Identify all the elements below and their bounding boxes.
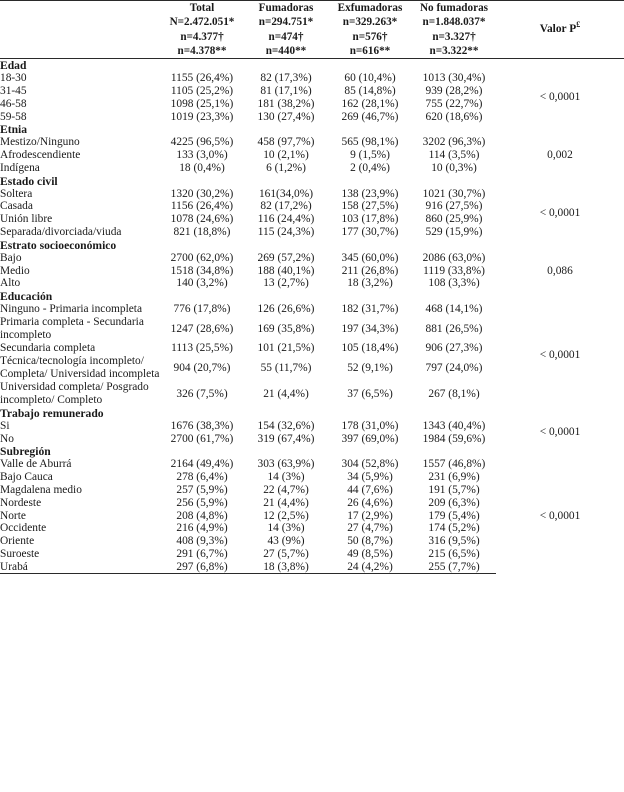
row-label: Alto xyxy=(0,277,21,290)
row-value: 18 (3,2%) xyxy=(347,277,393,290)
row-value: 108 (3,3%) xyxy=(428,277,480,290)
row-value: 174 (5,2%) xyxy=(428,522,480,535)
row-value: 27 (4,7%) xyxy=(347,522,393,535)
row-label: 46-58 xyxy=(0,97,27,110)
section-header-row xyxy=(0,123,624,136)
row-value: 44 (7,6%) xyxy=(347,483,393,496)
row-value: 52 (9,1%) xyxy=(347,361,393,374)
row-label: Nordeste xyxy=(0,496,42,509)
row-value: 303 (63,9%) xyxy=(257,458,315,471)
header-column-exfumadoras xyxy=(328,1,412,59)
row-value: 1343 (40,4%) xyxy=(422,419,486,432)
row-value: 169 (35,8%) xyxy=(257,322,315,335)
row-value: 21 (4,4%) xyxy=(263,387,309,400)
row-value: 529 (15,9%) xyxy=(425,226,483,239)
row-value: 2 (0,4%) xyxy=(350,161,390,174)
row-value: 49 (8,5%) xyxy=(347,547,393,560)
header-subline: n=1.848.037* xyxy=(422,16,486,29)
section-header-row xyxy=(0,175,624,188)
table-row xyxy=(0,420,624,433)
header-column-total xyxy=(160,1,244,59)
row-value: 267 (8,1%) xyxy=(428,387,480,400)
row-value: 397 (69,0%) xyxy=(341,432,399,445)
row-value: 1119 (33,8%) xyxy=(423,264,485,277)
row-value: 21 (4,4%) xyxy=(263,496,309,509)
header-subline: n=4.377† xyxy=(180,30,224,43)
row-value: 133 (3,0%) xyxy=(176,149,228,162)
header-subline: n=616** xyxy=(349,44,391,57)
header-pvalue-label: Valor P xyxy=(539,23,577,36)
row-label: No xyxy=(0,432,14,445)
row-value: 1019 (23,3%) xyxy=(170,110,234,123)
row-value: 60 (10,4%) xyxy=(344,72,396,85)
row-label: Norte xyxy=(0,509,26,522)
row-value: 179 (5,4%) xyxy=(428,509,480,522)
row-value: 81 (17,1%) xyxy=(260,85,312,98)
row-value: 1013 (30,4%) xyxy=(422,72,486,85)
row-label: Separada/divorciada/viuda xyxy=(0,225,122,238)
header-subline: n=3.327† xyxy=(432,30,476,43)
row-label: Bajo xyxy=(0,251,22,264)
table-row xyxy=(0,188,624,201)
pvalue-footnote-marker: £ xyxy=(576,20,581,30)
section-pvalue: < 0,0001 xyxy=(539,426,581,439)
row-value: 188 (40,1%) xyxy=(257,264,315,277)
row-value: 620 (18,6%) xyxy=(425,110,483,123)
section-header-row xyxy=(0,407,624,420)
section-pvalue: 0,086 xyxy=(547,264,573,277)
row-value: 755 (22,7%) xyxy=(425,97,483,110)
row-value: 105 (18,4%) xyxy=(341,342,399,355)
table-row xyxy=(0,458,624,471)
row-value: 776 (17,8%) xyxy=(173,303,231,316)
row-value: 6 (1,2%) xyxy=(266,161,306,174)
table-row xyxy=(0,72,624,85)
row-value: 177 (30,7%) xyxy=(341,226,399,239)
row-value: 211 (26,8%) xyxy=(341,264,399,277)
section-title: Etnia xyxy=(0,123,28,137)
section-pvalue: 0,002 xyxy=(547,149,573,162)
header-column-pvalue xyxy=(496,1,624,59)
row-value: 101 (21,5%) xyxy=(257,342,315,355)
row-value: 408 (9,3%) xyxy=(176,535,228,548)
section-title: Trabajo remunerado xyxy=(0,406,104,420)
row-label: Universidad completa/ Posgrado incompleto/ Completo xyxy=(0,380,149,406)
row-value: 319 (67,4%) xyxy=(257,432,315,445)
row-value: 297 (6,8%) xyxy=(160,561,244,574)
row-label: Magdalena medio xyxy=(0,483,82,496)
row-value: 2164 (49,4%) xyxy=(170,458,234,471)
row-value: 24 (4,2%) xyxy=(328,561,412,574)
row-value: 197 (34,3%) xyxy=(341,322,399,335)
row-value: 257 (5,9%) xyxy=(176,483,228,496)
row-value: 140 (3,2%) xyxy=(176,277,228,290)
row-value: 4225 (96,5%) xyxy=(170,136,234,149)
header-subline: n=294.751* xyxy=(258,16,314,29)
row-label: Afrodescendiente xyxy=(0,149,81,162)
row-value: 904 (20,7%) xyxy=(173,361,231,374)
section-header-row xyxy=(0,445,624,458)
row-value: 82 (17,2%) xyxy=(260,200,312,213)
row-value: 17 (2,9%) xyxy=(347,509,393,522)
row-value: 1518 (34,8%) xyxy=(170,264,234,277)
section-title: Estado civil xyxy=(0,174,58,188)
row-value: 821 (18,8%) xyxy=(173,226,231,239)
row-value: 154 (32,6%) xyxy=(257,419,315,432)
row-value: 10 (0,3%) xyxy=(431,161,477,174)
row-value: 797 (24,0%) xyxy=(425,361,483,374)
header-subline: n=576† xyxy=(352,30,388,43)
row-value: 269 (57,2%) xyxy=(257,251,315,264)
row-value: 1557 (46,8%) xyxy=(422,458,486,471)
row-value: 161(34,0%) xyxy=(258,187,314,200)
row-value: 208 (4,8%) xyxy=(176,509,228,522)
header-column-no-fumadoras xyxy=(412,1,496,59)
row-value: 1676 (38,3%) xyxy=(170,419,234,432)
row-value: 1155 (26,4%) xyxy=(170,72,234,85)
row-value: 12 (2,5%) xyxy=(263,509,309,522)
row-value: 126 (26,6%) xyxy=(257,303,315,316)
row-value: 22 (4,7%) xyxy=(263,483,309,496)
row-value: 326 (7,5%) xyxy=(176,387,228,400)
row-value: 1098 (25,1%) xyxy=(170,97,234,110)
row-value: 85 (14,8%) xyxy=(344,85,396,98)
row-value: 181 (38,2%) xyxy=(257,97,315,110)
row-value: 256 (5,9%) xyxy=(176,496,228,509)
row-value: 278 (6,4%) xyxy=(176,471,228,484)
row-value: 1320 (30,2%) xyxy=(170,187,234,200)
row-value: 2700 (61,7%) xyxy=(170,432,234,445)
row-value: 1156 (26,4%) xyxy=(170,200,234,213)
header-row xyxy=(0,1,624,59)
row-value: 18 (3,8%) xyxy=(244,561,328,574)
row-label: Indígena xyxy=(0,161,40,174)
row-value: 103 (17,8%) xyxy=(341,213,399,226)
row-label: Casada xyxy=(0,200,33,213)
section-title: Estrato socioeconómico xyxy=(0,238,117,252)
row-value: 10 (2,1%) xyxy=(263,149,309,162)
row-label: Occidente xyxy=(0,522,47,535)
row-value: 215 (6,5%) xyxy=(428,547,480,560)
header-subline: n=329.263* xyxy=(342,16,398,29)
row-value: 255 (7,7%) xyxy=(412,561,496,574)
row-value: 881 (26,5%) xyxy=(425,322,483,335)
row-value: 316 (9,5%) xyxy=(428,535,480,548)
row-value: 1113 (25,5%) xyxy=(171,342,233,355)
header-column-fumadoras xyxy=(244,1,328,59)
row-value: 269 (46,7%) xyxy=(341,110,399,123)
row-value: 231 (6,9%) xyxy=(428,471,480,484)
row-value: 345 (60,0%) xyxy=(341,251,399,264)
section-header-row xyxy=(0,59,624,72)
row-value: 162 (28,1%) xyxy=(341,97,399,110)
header-subline: n=474† xyxy=(268,30,304,43)
row-label: 59-58 xyxy=(0,110,27,123)
row-value: 1021 (30,7%) xyxy=(422,187,486,200)
row-label: Ninguno - Primaria incompleta xyxy=(0,303,143,316)
row-value: 26 (4,6%) xyxy=(347,496,393,509)
row-value: 116 (24,4%) xyxy=(257,213,315,226)
row-value: 14 (3%) xyxy=(267,522,305,535)
row-label: Primaria completa - Secundaria incompleto xyxy=(0,316,144,342)
row-value: 13 (2,7%) xyxy=(263,277,309,290)
row-label: 18-30 xyxy=(0,72,27,85)
row-value: 50 (8,7%) xyxy=(347,535,393,548)
row-value: 18 (0,4%) xyxy=(179,161,225,174)
row-value: 1247 (28,6%) xyxy=(170,322,234,335)
header-title: Total xyxy=(189,2,215,14)
row-value: 37 (6,5%) xyxy=(347,387,393,400)
row-value: 34 (5,9%) xyxy=(347,471,393,484)
row-value: 1078 (24,6%) xyxy=(170,213,234,226)
row-label: Valle de Aburrá xyxy=(0,458,72,471)
section-pvalue: < 0,0001 xyxy=(539,348,581,361)
row-value: 43 (9%) xyxy=(267,535,305,548)
row-value: 216 (4,9%) xyxy=(176,522,228,535)
row-label: Bajo Cauca xyxy=(0,471,53,484)
row-label: Urabá xyxy=(0,561,160,574)
row-value: 939 (28,2%) xyxy=(425,85,483,98)
section-pvalue: < 0,0001 xyxy=(539,206,581,219)
row-value: 27 (5,7%) xyxy=(263,547,309,560)
row-label: Mestizo/Ninguno xyxy=(0,136,80,149)
row-label: Oriente xyxy=(0,535,35,548)
header-title: No fumadoras xyxy=(419,2,489,14)
section-title: Educación xyxy=(0,290,53,304)
row-label: Técnica/tecnología incompleto/ Completa/ Universidad incompleta xyxy=(0,354,160,380)
header-title: Fumadoras xyxy=(258,2,314,14)
row-value: 291 (6,7%) xyxy=(176,547,228,560)
row-value: 209 (6,3%) xyxy=(428,496,480,509)
header-subline: N=2.472.051* xyxy=(169,16,235,29)
section-pvalue: < 0,0001 xyxy=(539,91,581,104)
row-value: 304 (52,8%) xyxy=(341,458,399,471)
table-row xyxy=(0,303,624,316)
section-header-row xyxy=(0,290,624,303)
table-row xyxy=(0,136,624,149)
header-title: Exfumadoras xyxy=(337,2,403,14)
row-label: Medio xyxy=(0,264,30,277)
row-value: 565 (98,1%) xyxy=(341,136,399,149)
row-value: 182 (31,7%) xyxy=(341,303,399,316)
row-value: 1984 (59,6%) xyxy=(422,432,486,445)
header-subline: n=440** xyxy=(265,44,307,57)
row-value: 906 (27,3%) xyxy=(425,342,483,355)
section-title: Edad xyxy=(0,59,27,73)
header-subline: n=4.378** xyxy=(177,44,227,57)
row-label: Unión libre xyxy=(0,213,53,226)
row-value: 3202 (96,3%) xyxy=(422,136,486,149)
row-label: Suroeste xyxy=(0,547,40,560)
row-value: 2086 (63,0%) xyxy=(422,251,486,264)
row-value: 9 (1,5%) xyxy=(350,149,390,162)
row-label: Soltera xyxy=(0,187,33,200)
table-body xyxy=(0,59,624,574)
section-header-row xyxy=(0,239,624,252)
row-value: 178 (31,0%) xyxy=(341,419,399,432)
row-label: Si xyxy=(0,419,10,432)
row-value: 191 (5,7%) xyxy=(428,483,480,496)
table-header xyxy=(0,1,624,59)
row-label: Secundaria completa xyxy=(0,342,96,355)
row-value: 916 (27,5%) xyxy=(425,200,483,213)
row-value: 860 (25,9%) xyxy=(425,213,483,226)
row-value: 468 (14,1%) xyxy=(425,303,483,316)
header-label-column xyxy=(0,1,160,59)
row-value: 458 (97,7%) xyxy=(257,136,315,149)
row-value: 55 (11,7%) xyxy=(260,361,312,374)
header-subline: n=3.322** xyxy=(429,44,479,57)
row-label: 31-45 xyxy=(0,85,27,98)
section-title: Subregión xyxy=(0,445,51,459)
row-value: 14 (3%) xyxy=(267,471,305,484)
row-value: 158 (27,5%) xyxy=(341,200,399,213)
section-pvalue: < 0,0001 xyxy=(539,509,581,522)
row-value: 1105 (25,2%) xyxy=(170,85,234,98)
row-value: 2700 (62,0%) xyxy=(170,251,234,264)
row-value: 130 (27,4%) xyxy=(257,110,315,123)
table-row xyxy=(0,252,624,265)
row-value: 115 (24,3%) xyxy=(257,226,315,239)
row-value: 138 (23,9%) xyxy=(341,187,399,200)
row-value: 82 (17,3%) xyxy=(260,72,312,85)
row-value: 114 (3,5%) xyxy=(428,149,480,162)
